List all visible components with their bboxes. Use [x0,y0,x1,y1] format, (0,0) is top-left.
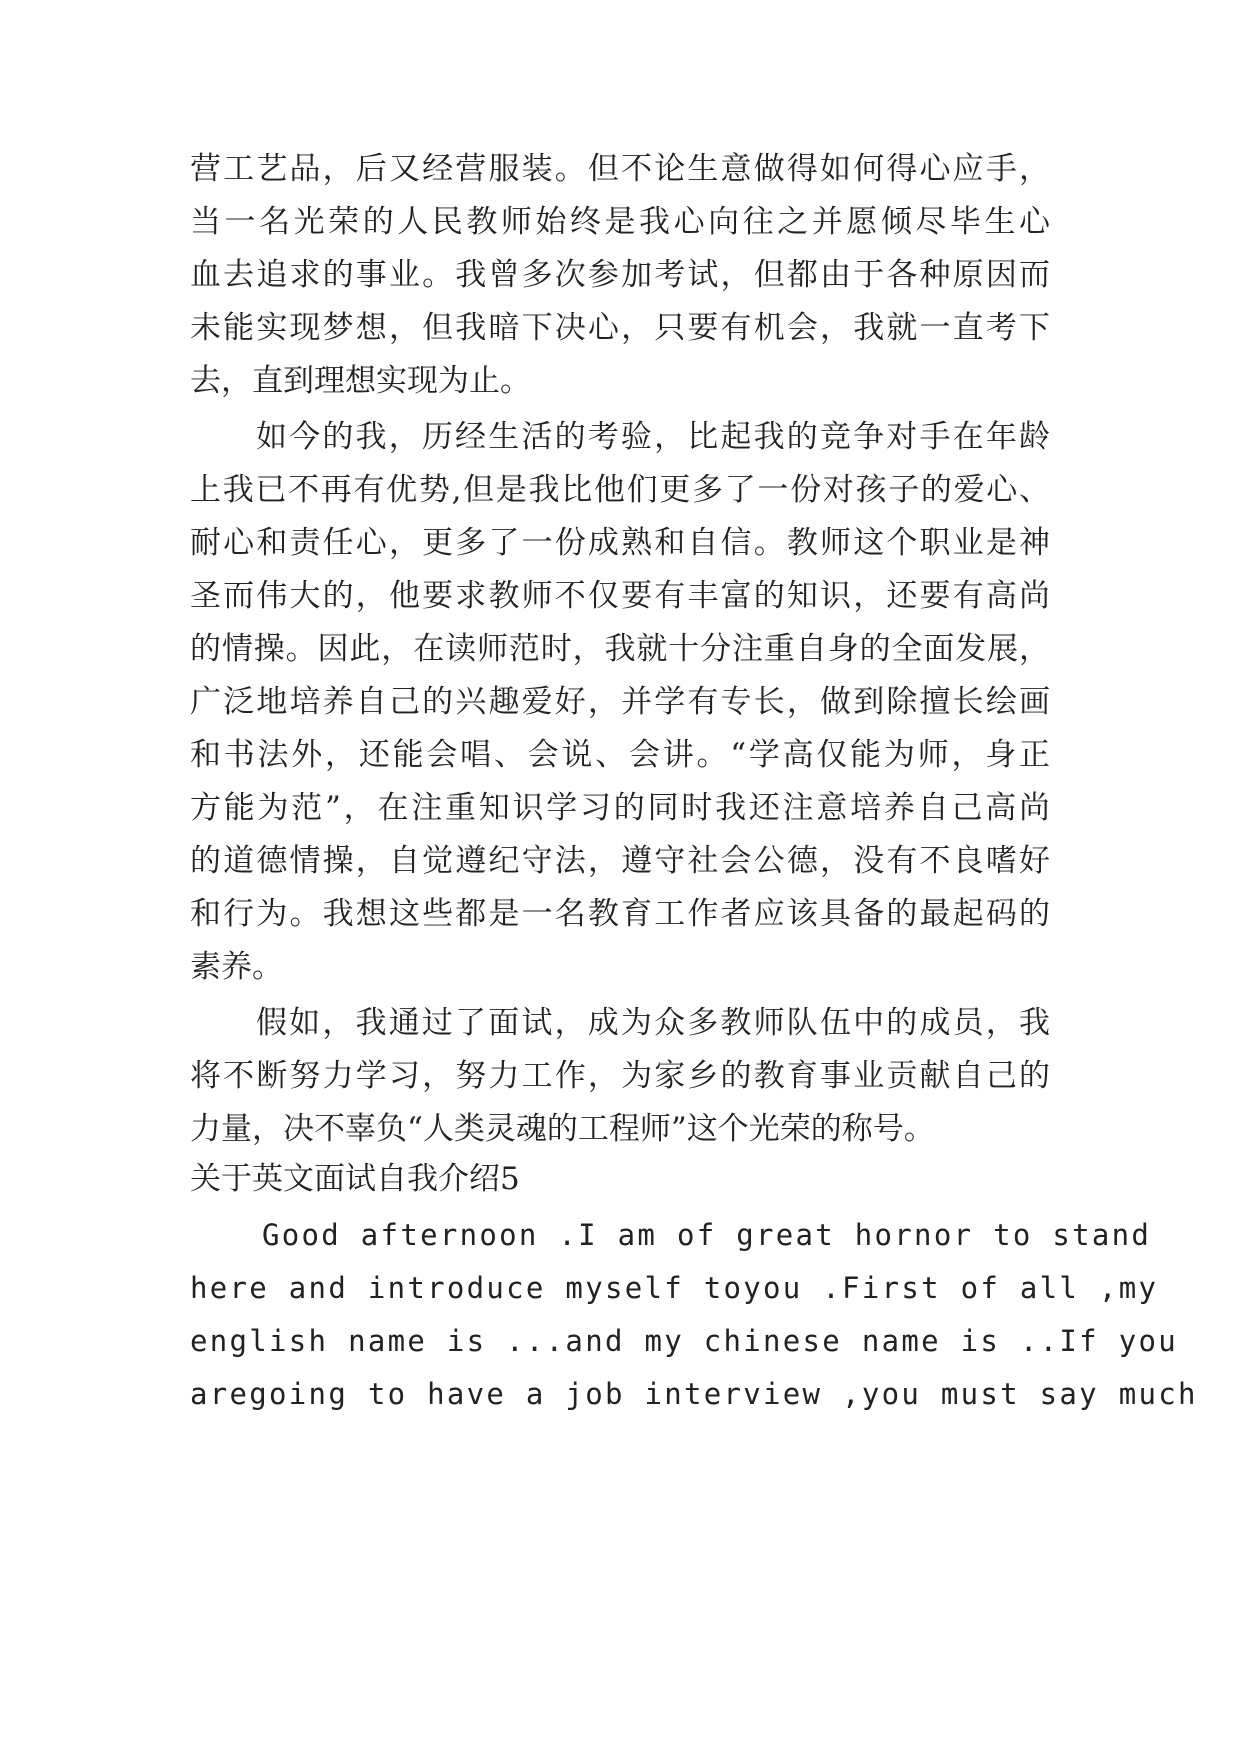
text-line: english name is ...and my chinese name is ..If you [190,1324,1178,1358]
text-line: 血去追求的事业。我曾多次参加考试，但都由于各种原因而 [190,257,1050,293]
text-line: 和书法外，还能会唱、会说、会讲。“学高仅能为师，身正 [190,737,1050,773]
text-line: 广泛地培养自己的兴趣爱好，并学有专长，做到除擅长绘画 [190,684,1050,720]
text-line: 方能为范”，在注重知识学习的同时我还注意培养自己高尚 [190,790,1050,826]
text-line: 未能实现梦想，但我暗下决心，只要有机会，我就一直考下 [190,310,1050,346]
text-line: 营工艺品，后又经营服装。但不论生意做得如何得心应手， [190,151,1050,187]
text-line: 将不断努力学习，努力工作，为家乡的教育事业贡献自己的 [190,1058,1050,1094]
text-line: 去，直到理想实现为止。 [190,363,531,399]
text-line: 素养。 [190,949,283,985]
text-line: 力量，决不辜负“人类灵魂的工程师”这个光荣的称号。 [190,1111,935,1147]
text-line: Good afternoon .I am of great hornor to stand [262,1218,1152,1252]
text-line: 的道德情操，自觉遵纪守法，遵守社会公德，没有不良嗜好 [190,843,1050,879]
text-line: aregoing to have a job interview ,you must say much [190,1377,1198,1411]
text-line: 上我已不再有优势,但是我比他们更多了一份对孩子的爱心、 [190,472,1050,508]
text-line: 假如，我通过了面试，成为众多教师队伍中的成员，我 [256,1005,1050,1041]
text-line: 的情操。因此，在读师范时，我就十分注重自身的全面发展， [190,631,1050,667]
text-line: here and introduce myself toyou .First of all ,my [190,1271,1159,1305]
section-heading: 关于英文面试自我介绍5 [190,1161,520,1197]
text-line: 耐心和责任心，更多了一份成熟和自信。教师这个职业是神 [190,525,1050,561]
text-line: 圣而伟大的，他要求教师不仅要有丰富的知识，还要有高尚 [190,578,1050,614]
text-line: 当一名光荣的人民教师始终是我心向往之并愿倾尽毕生心 [190,204,1050,240]
text-line: 如今的我，历经生活的考验，比起我的竞争对手在年龄 [256,419,1050,455]
text-line: 和行为。我想这些都是一名教育工作者应该具备的最起码的 [190,896,1050,932]
